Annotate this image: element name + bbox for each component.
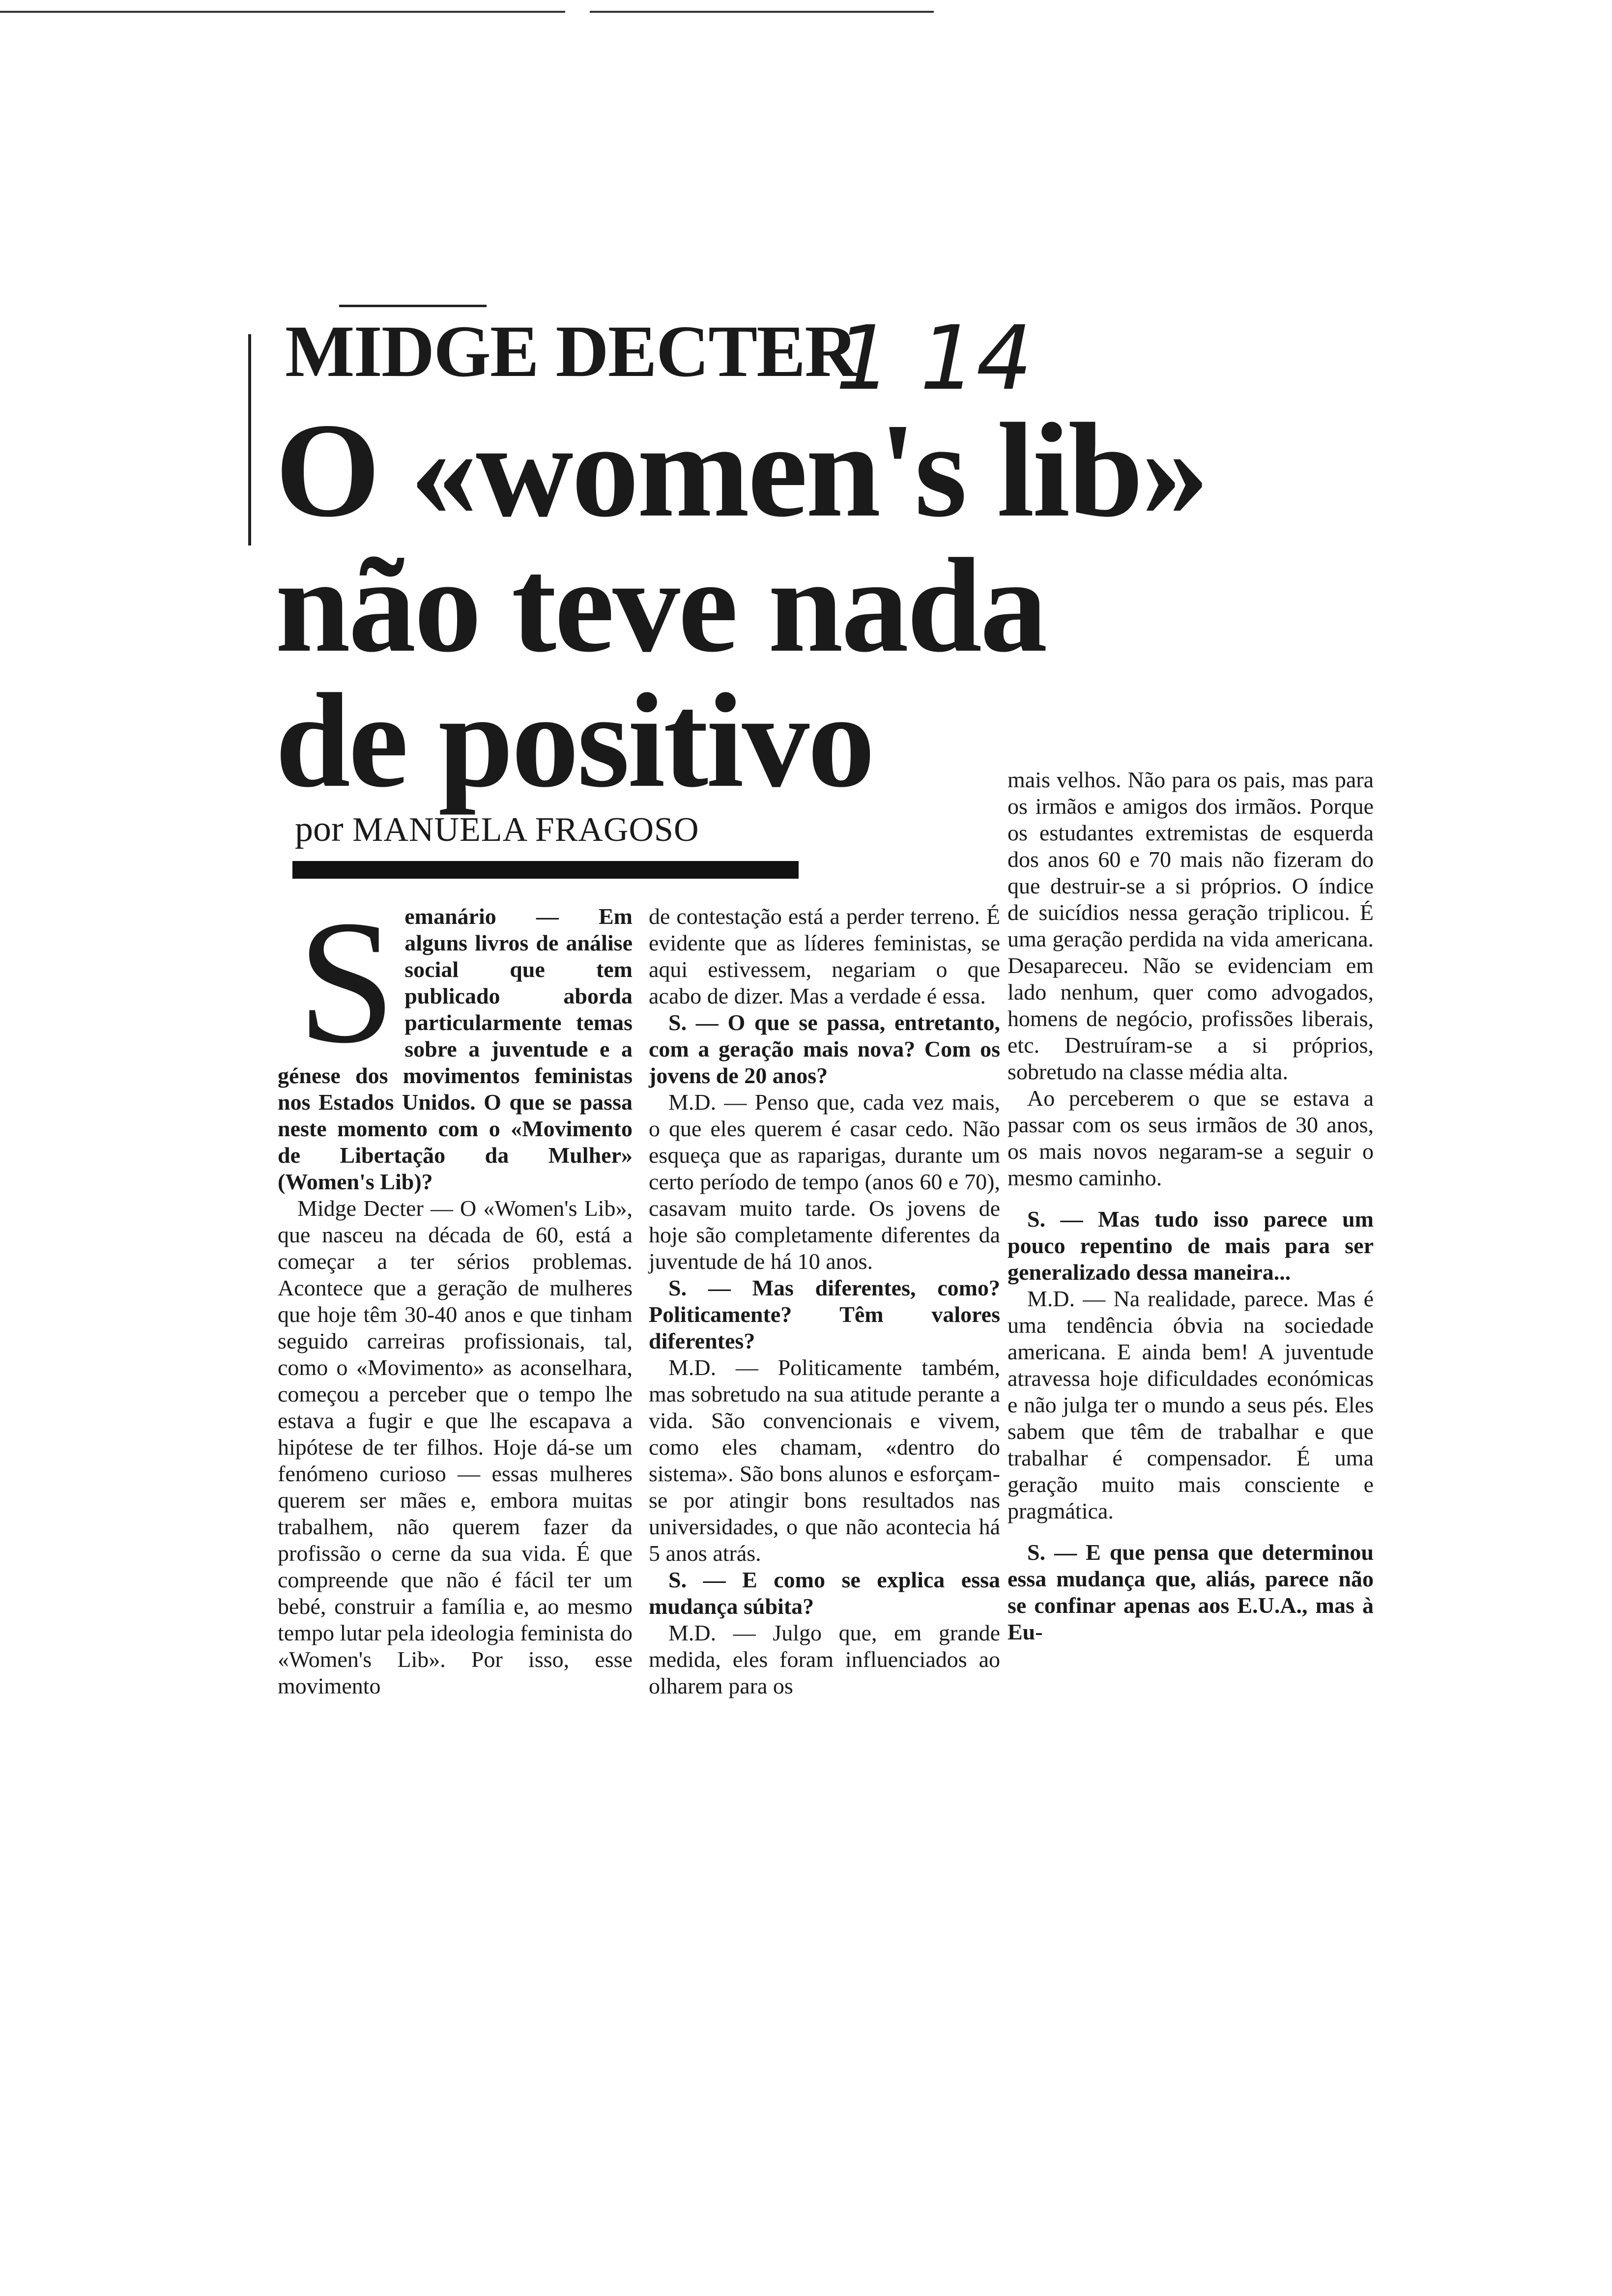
question-3: S. — E como se explica essa mudança súbita? bbox=[649, 1567, 1000, 1619]
byline bbox=[295, 811, 699, 847]
byline-author: MANUELA FRAGOSO bbox=[352, 811, 699, 849]
kicker-rule bbox=[339, 305, 487, 307]
question-1: S. — O que se passa, entretanto, com a geração mais nova? Com os jovens de 20 anos? bbox=[649, 1010, 1000, 1088]
headline-line-3: de positivo bbox=[275, 666, 873, 815]
interview-intro: emanário — Em alguns livros de análise social que tem publicado aborda particularmente temas sobre a juventude e a génese dos movimentos feministas nos Estados Unidos. O que se passa neste momento com o «Movimento de Libertação da Mulher» (Women's Lib)? bbox=[278, 904, 633, 1194]
top-rule-left bbox=[0, 11, 565, 13]
answer-paragraph: Midge Decter — O «Women's Lib», que nasceu na década de 60, está a começar a ter sérios problemas. Acontece que a geração de mulheres que hoje têm 30-40 anos e que tinham seguido carreiras profissionais, tal, como o «Movimento» as aconselhara, começou a perceber que o tempo lhe estava a fugir e que lhe escapava a hipótese de ter filhos. Hoje dá-se um fenómeno curioso — essas mulheres querem ser mães e, embora muitas trabalhem, não querem fazer da profissão o cerne da sua vida. É que compreende que não é fácil ter um bebé, construir a família e, ao mesmo tempo lutar pela ideologia feminista do «Women's Lib». Por isso, esse movimento bbox=[278, 1196, 633, 1698]
paragraph: Ao perceberem o que se estava a passar com os seus irmãos de 30 anos, os mais novos negaram-se a seguir o mesmo caminho. bbox=[1008, 1086, 1374, 1190]
byline-bar bbox=[292, 861, 799, 879]
question-5: S. — E que pensa que determinou essa mudança que, aliás, parece não se confinar apenas aos E.U.A., mas à Eu- bbox=[1008, 1540, 1374, 1644]
answer-3: M.D. — Julgo que, em grande medida, eles foram influenciados ao olharem para os bbox=[649, 1620, 1000, 1698]
handwritten-note: 1 14 bbox=[835, 307, 1033, 410]
column-3 bbox=[1008, 767, 1374, 1645]
headline-line-2: não teve nada bbox=[275, 531, 1046, 680]
drop-cap: S bbox=[297, 884, 396, 1080]
paragraph-continued: de contestação está a perder terreno. É evidente que as líderes feministas, se aqui estivessem, negariam o que acabo de dizer. Mas a verdade é essa. bbox=[649, 904, 1000, 1008]
margin-rule bbox=[248, 334, 251, 545]
question-2: S. — Mas diferentes, como? Politicamente? Têm valores diferentes? bbox=[649, 1275, 1000, 1353]
kicker: MIDGE DECTER bbox=[285, 311, 857, 392]
headline-line-1: O «women's lib» bbox=[275, 396, 1207, 545]
answer-1: M.D. — Penso que, cada vez mais, o que eles querem é casar cedo. Não esqueça que as raparigas, durante um certo período de tempo (anos 60 e 70), casavam muito tarde. Os jovens de hoje são completamente diferentes da juventude de há 10 anos. bbox=[649, 1090, 1000, 1274]
question-4: S. — Mas tudo isso parece um pouco repentino de mais para ser generalizado dessa maneira... bbox=[1008, 1206, 1374, 1285]
top-rule-right bbox=[590, 11, 934, 13]
byline-prefix: por bbox=[295, 809, 344, 849]
headline bbox=[275, 396, 1207, 815]
column-1 bbox=[278, 884, 633, 1699]
answer-4: M.D. — Na realidade, parece. Mas é uma tendência óbvia na sociedade americana. E ainda bem! A juventude atravessa hoje dificuldades económicas e não julga ter o mundo a seus pés. Eles sabem que têm de trabalhar e que trabalhar é compensador. É uma geração muito mais consciente e pragmática. bbox=[1008, 1286, 1374, 1523]
column-2 bbox=[649, 903, 1000, 1699]
paragraph-continued: mais velhos. Não para os pais, mas para os irmãos e amigos dos irmãos. Porque os estudantes extremistas de esquerda dos anos 60 e 70 mais não fizeram do que destruir-se a si próprios. O índice de suicídios nessa geração triplicou. É uma geração perdida na vida americana. Desapareceu. Não se evidenciam em lado nenhum, quer como advogados, homens de negócio, profissões liberais, etc. Destruíram-se a si próprios, sobretudo na classe média alta. bbox=[1008, 767, 1374, 1084]
answer-2: M.D. — Politicamente também, mas sobretudo na sua atitude perante a vida. São convencionais e vivem, como eles chamam, «dentro do sistema». São bons alunos e esforçam-se por atingir bons resultados nas universidades, o que não acontecia há 5 anos atrás. bbox=[649, 1355, 1000, 1566]
